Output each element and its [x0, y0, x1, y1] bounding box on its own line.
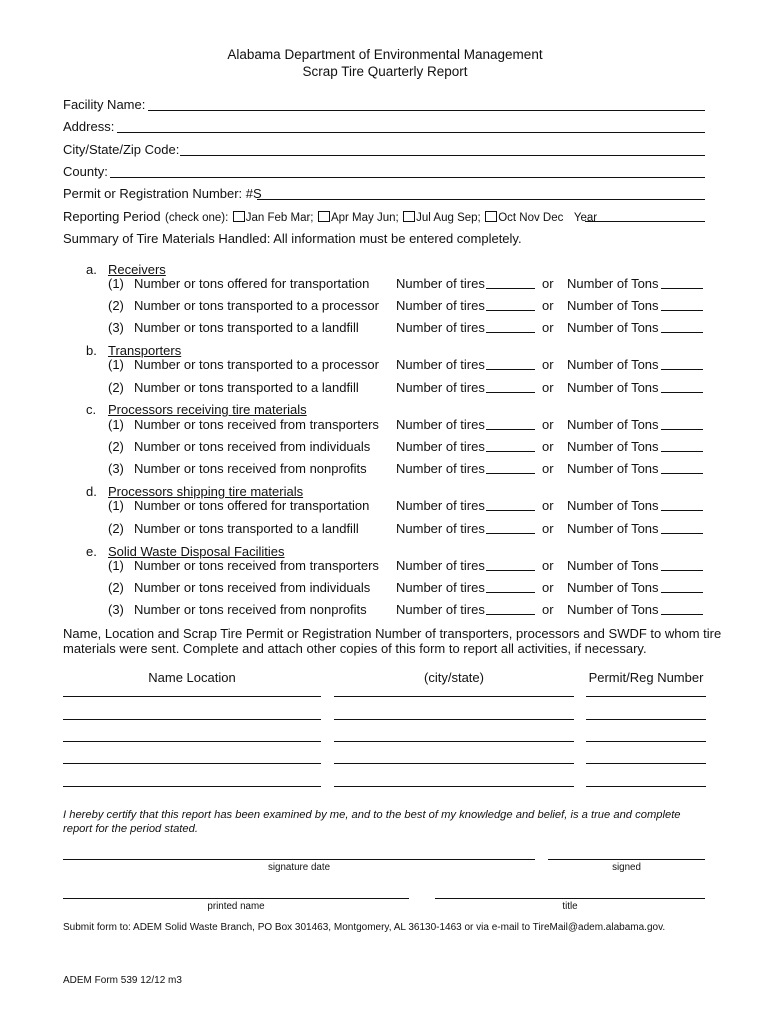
printed-name-caption: printed name	[207, 901, 265, 912]
city-state-zip-field[interactable]	[180, 155, 705, 156]
or-label: or	[542, 298, 554, 313]
tires-label: Number of tires	[396, 439, 485, 454]
permit-number-input[interactable]	[586, 741, 706, 742]
tons-label: Number of Tons	[567, 298, 659, 313]
signature-date-field[interactable]	[63, 859, 535, 860]
tons-input[interactable]	[661, 533, 703, 534]
check-one-label: (check one):	[165, 212, 229, 224]
name-location-input[interactable]	[63, 696, 321, 697]
tons-input[interactable]	[661, 570, 703, 571]
item-description: Number or tons transported to a processor	[134, 357, 379, 372]
item-number: (2)	[108, 380, 124, 395]
section-letter: c.	[86, 402, 97, 417]
tires-label: Number of tires	[396, 417, 485, 432]
tons-input[interactable]	[661, 592, 703, 593]
tires-label: Number of tires	[396, 380, 485, 395]
item-description: Number or tons received from nonprofits	[134, 461, 367, 476]
or-label: or	[542, 380, 554, 395]
tons-label: Number of Tons	[567, 417, 659, 432]
period-q4-checkbox[interactable]	[485, 211, 497, 222]
item-description: Number or tons offered for transportation	[134, 276, 370, 291]
recipients-instructions-line2: materials were sent. Complete and attach other copies of this form to report all activities, if necessary.	[63, 641, 647, 656]
name-location-input[interactable]	[63, 719, 321, 720]
or-label: or	[542, 602, 554, 617]
or-label: or	[542, 417, 554, 432]
item-number: (1)	[108, 276, 124, 291]
tons-label: Number of Tons	[567, 439, 659, 454]
tires-input[interactable]	[486, 429, 535, 430]
period-q2-checkbox[interactable]	[318, 211, 330, 222]
item-description: Number or tons transported to a landfill	[134, 320, 359, 335]
tires-input[interactable]	[486, 392, 535, 393]
tires-label: Number of tires	[396, 298, 485, 313]
item-number: (1)	[108, 558, 124, 573]
tons-input[interactable]	[661, 369, 703, 370]
item-number: (3)	[108, 461, 124, 476]
section-title: Processors receiving tire materials	[108, 402, 307, 417]
item-description: Number or tons offered for transportation	[134, 498, 370, 513]
item-number: (2)	[108, 439, 124, 454]
facility-name-label: Facility Name:	[63, 97, 146, 112]
item-number: (2)	[108, 580, 124, 595]
period-q3-checkbox[interactable]	[403, 211, 415, 222]
item-description: Number or tons transported to a processor	[134, 298, 379, 313]
form-id: ADEM Form 539 12/12 m3	[63, 975, 182, 986]
tires-input[interactable]	[486, 332, 535, 333]
or-label: or	[542, 580, 554, 595]
address-label: Address:	[63, 119, 115, 134]
item-description: Number or tons received from individuals	[134, 439, 371, 454]
city-state-input[interactable]	[334, 741, 574, 742]
tons-input[interactable]	[661, 473, 703, 474]
period-q3-label: Jul Aug Sep;	[416, 212, 481, 224]
tires-input[interactable]	[486, 473, 535, 474]
section-letter: d.	[86, 484, 97, 499]
title-field[interactable]	[435, 898, 705, 899]
signed-field[interactable]	[548, 859, 705, 860]
section-letter: b.	[86, 343, 97, 358]
tires-input[interactable]	[486, 570, 535, 571]
city-state-zip-label: City/State/Zip Code:	[63, 142, 180, 157]
period-q1-label: Jan Feb Mar;	[245, 212, 314, 224]
tons-label: Number of Tons	[567, 558, 659, 573]
permit-number-input[interactable]	[586, 719, 706, 720]
permit-number-input[interactable]	[586, 696, 706, 697]
or-label: or	[542, 558, 554, 573]
item-description: Number or tons received from nonprofits	[134, 602, 367, 617]
name-location-input[interactable]	[63, 786, 321, 787]
recipients-instructions-line1: Name, Location and Scrap Tire Permit or Registration Number of transporters, processors and SWDF to whom tire	[63, 626, 722, 641]
item-description: Number or tons transported to a landfill	[134, 380, 359, 395]
section-title: Receivers	[108, 262, 166, 277]
tires-label: Number of tires	[396, 580, 485, 595]
item-number: (1)	[108, 417, 124, 432]
period-q2-label: Apr May Jun;	[330, 212, 399, 224]
tons-label: Number of Tons	[567, 580, 659, 595]
section-title: Processors shipping tire materials	[108, 484, 304, 499]
tires-input[interactable]	[486, 533, 535, 534]
col-name-location: Name Location	[148, 670, 236, 685]
tires-label: Number of tires	[396, 320, 485, 335]
certification-text: I hereby certify that this report has been examined by me, and to the best of my knowledge and belief, is a true and complete report for the period stated.	[63, 809, 681, 835]
tons-input[interactable]	[661, 310, 703, 311]
tons-input[interactable]	[661, 288, 703, 289]
tires-label: Number of tires	[396, 602, 485, 617]
item-description: Number or tons received from transporters	[134, 417, 379, 432]
item-number: (2)	[108, 298, 124, 313]
or-label: or	[542, 276, 554, 291]
period-q1-checkbox[interactable]	[233, 211, 245, 222]
tons-label: Number of Tons	[567, 602, 659, 617]
name-location-input[interactable]	[63, 741, 321, 742]
summary-heading: Summary of Tire Materials Handled: All information must be entered completely.	[63, 231, 522, 246]
reporting-period-row	[63, 208, 597, 226]
tons-input[interactable]	[661, 614, 703, 615]
tons-input[interactable]	[661, 451, 703, 452]
permit-field[interactable]	[257, 199, 705, 200]
county-label: County:	[63, 164, 108, 179]
or-label: or	[542, 498, 554, 513]
tons-label: Number of Tons	[567, 498, 659, 513]
tires-label: Number of tires	[396, 498, 485, 513]
signature-date-caption: signature date	[267, 862, 331, 873]
tons-input[interactable]	[661, 510, 703, 511]
tires-label: Number of tires	[396, 461, 485, 476]
permit-label: Permit or Registration Number: #S	[63, 186, 262, 201]
tons-label: Number of Tons	[567, 461, 659, 476]
tons-input[interactable]	[661, 429, 703, 430]
year-label: Year	[573, 212, 598, 224]
tires-input[interactable]	[486, 369, 535, 370]
tires-input[interactable]	[486, 510, 535, 511]
tires-input[interactable]	[486, 310, 535, 311]
tires-input[interactable]	[486, 451, 535, 452]
item-number: (3)	[108, 320, 124, 335]
tires-label: Number of tires	[396, 276, 485, 291]
city-state-input[interactable]	[334, 763, 574, 764]
permit-number-input[interactable]	[586, 786, 706, 787]
title-caption: title	[562, 901, 578, 912]
tons-label: Number of Tons	[567, 521, 659, 536]
or-label: or	[542, 439, 554, 454]
tires-input[interactable]	[486, 288, 535, 289]
city-state-input[interactable]	[334, 696, 574, 697]
section-title: Solid Waste Disposal Facilities	[108, 544, 285, 559]
or-label: or	[542, 521, 554, 536]
county-field[interactable]	[110, 177, 705, 178]
tons-label: Number of Tons	[567, 380, 659, 395]
item-number: (1)	[108, 357, 124, 372]
or-label: or	[542, 461, 554, 476]
tires-input[interactable]	[486, 614, 535, 615]
city-state-input[interactable]	[334, 719, 574, 720]
reporting-period-label: Reporting Period	[63, 209, 161, 224]
form-subtitle: Scrap Tire Quarterly Report	[302, 64, 468, 79]
tons-input[interactable]	[661, 332, 703, 333]
col-city-state: (city/state)	[424, 670, 484, 685]
or-label: or	[542, 357, 554, 372]
permit-number-input[interactable]	[586, 763, 706, 764]
tires-label: Number of tires	[396, 558, 485, 573]
name-location-input[interactable]	[63, 763, 321, 764]
printed-name-field[interactable]	[63, 898, 409, 899]
address-field[interactable]	[117, 132, 705, 133]
tons-label: Number of Tons	[567, 357, 659, 372]
item-number: (2)	[108, 521, 124, 536]
col-permit-number: Permit/Reg Number	[588, 670, 704, 685]
form-title: Alabama Department of Environmental Management	[227, 47, 543, 62]
period-q4-label: Oct Nov Dec	[498, 212, 564, 224]
section-letter: e.	[86, 544, 97, 559]
item-number: (3)	[108, 602, 124, 617]
submit-instructions: Submit form to: ADEM Solid Waste Branch, PO Box 301463, Montgomery, AL 36130-1463 or via e-mail to TireMail@adem.alabama.gov.	[63, 922, 666, 933]
tires-label: Number of tires	[396, 521, 485, 536]
item-number: (1)	[108, 498, 124, 513]
signed-caption: signed	[612, 862, 641, 873]
year-field[interactable]	[585, 221, 705, 222]
tons-label: Number of Tons	[567, 320, 659, 335]
or-label: or	[542, 320, 554, 335]
section-title: Transporters	[108, 343, 182, 358]
item-description: Number or tons received from transporters	[134, 558, 379, 573]
tires-label: Number of tires	[396, 357, 485, 372]
item-description: Number or tons transported to a landfill	[134, 521, 359, 536]
tires-input[interactable]	[486, 592, 535, 593]
section-letter: a.	[86, 262, 97, 277]
tons-label: Number of Tons	[567, 276, 659, 291]
item-description: Number or tons received from individuals	[134, 580, 371, 595]
city-state-input[interactable]	[334, 786, 574, 787]
facility-name-field[interactable]	[148, 110, 705, 111]
tons-input[interactable]	[661, 392, 703, 393]
